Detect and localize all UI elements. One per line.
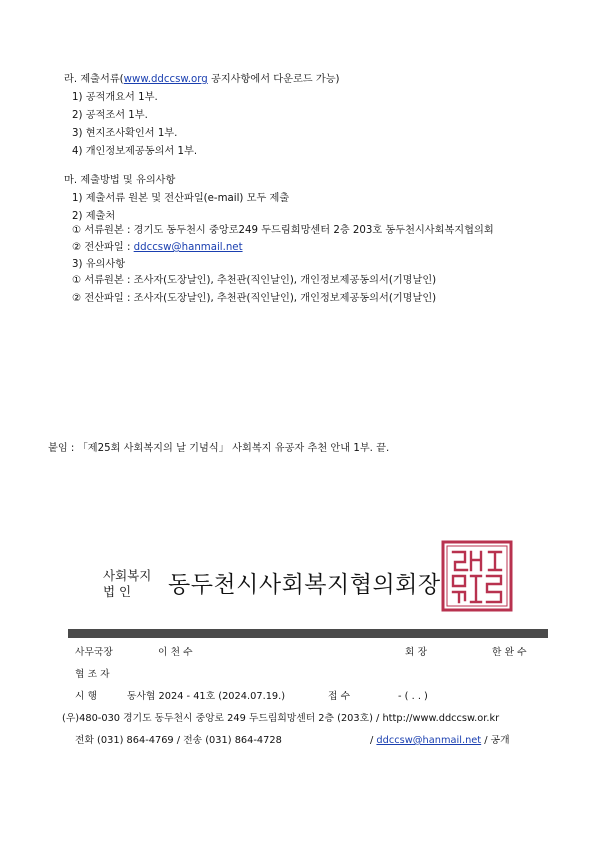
ma-item-3a: ① 서류원본 : 조사자(도장날인), 추천관(직인날인), 개인정보제공동의서(기명날인) [72,275,437,286]
enforce-value: 동사협 2024 - 41호 (2024.07.19.) [127,691,286,702]
ra-item-2: 2) 공적조서 1부. [72,110,148,121]
phone-fax-line: 전화 (031) 864-4769 / 전송 (031) 864-4728 [75,735,282,746]
corp-type-line2: 법 인 [103,584,132,599]
cooperation-label: 협 조 자 [75,669,110,680]
role-chairman: 회 장 [405,647,428,658]
ma-item-2a: ① 서류원본 : 경기도 동두천시 중앙로249 두드림희망센터 2층 203호 동두천시사회복지협의회 [72,225,494,236]
section-ma-title: 마. 제출방법 및 유의사항 [64,175,176,186]
ma-item-1: 1) 제출서류 원본 및 전산파일(e-mail) 모두 제출 [72,193,290,204]
corp-type-line1: 사회복지 [103,568,152,583]
ra-item-3: 3) 현지조사확인서 1부. [72,128,178,139]
role-secretary-general: 사무국장 [75,647,113,658]
ma-item-2: 2) 제출처 [72,211,116,222]
email-link[interactable]: ddccsw@hanmail.net [133,242,243,253]
ma-item-3b: ② 전산파일 : 조사자(도장날인), 추천관(직인날인), 개인정보제공동의서(기명날인) [72,293,437,304]
name-chairman: 한 완 수 [492,647,527,658]
receive-label: 접 수 [328,691,351,702]
ra-item-1: 1) 공적개요서 1부. [72,92,158,103]
address-line: (우)480-030 경기도 동두천시 중앙로 249 두드림희망센터 2층 (203호) / http://www.ddccsw.or.kr [62,713,500,724]
official-seal-icon [441,540,513,612]
enforce-label: 시 행 [75,691,98,702]
ma-item-3: 3) 유의사항 [72,259,126,270]
footer-email-link[interactable]: ddccsw@hanmail.net [376,735,482,746]
receive-value: - ( . . ) [398,691,428,702]
footer-email-line: / ddccsw@hanmail.net / 공개 [370,735,510,746]
attachment-line: 붙임 : 「제25회 사회복지의 날 기념식」 사회복지 유공자 추천 안내 1부. 끝. [48,443,390,454]
website-link[interactable]: www.ddccsw.org [123,74,208,85]
signatory-name: 동두천시사회복지협의회장 [168,572,441,598]
ra-item-4: 4) 개인정보제공동의서 1부. [72,146,198,157]
section-ra-title: 라. 제출서류(www.ddccsw.org 공지사항에서 다운로드 가능) [64,74,340,85]
footer-divider-bar [68,629,548,638]
ma-item-2b: ② 전산파일 : ddccsw@hanmail.net [72,242,243,253]
name-secretary-general: 이 천 수 [158,647,193,658]
